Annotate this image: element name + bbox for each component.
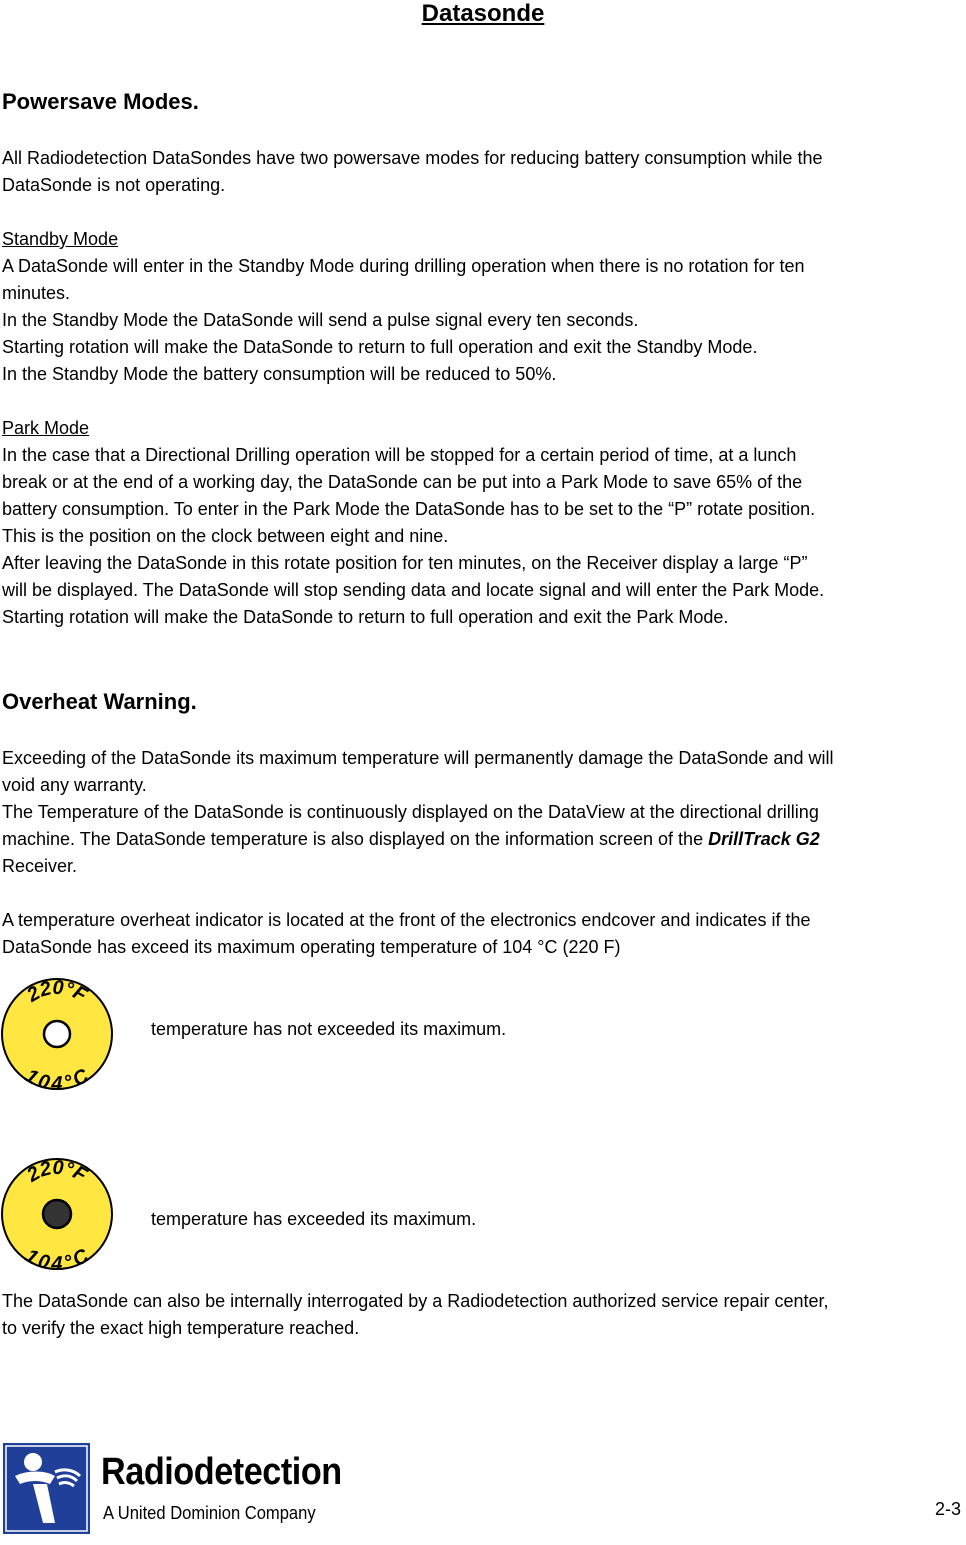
paragraph-line: void any warranty. xyxy=(2,775,147,795)
company-tagline: A United Dominion Company xyxy=(103,1503,316,1523)
badge-bottom-text: 104°C xyxy=(21,1244,93,1271)
temperature-indicator-exceeded-icon xyxy=(0,1157,114,1271)
paragraph-line: This is the position on the clock between eight and nine. xyxy=(2,526,449,546)
paragraph-line: will be displayed. The DataSonde will stop sending data and locate signal and will enter the Park Mode. xyxy=(2,580,825,600)
paragraph-line: A temperature overheat indicator is located at the front of the electronics endcover and indicates if the xyxy=(2,910,811,930)
paragraph-line xyxy=(2,826,964,853)
subheading-standby-mode: Standby Mode xyxy=(2,229,119,249)
section-heading-overheat: Overheat Warning. xyxy=(2,689,197,714)
paragraph-line: Starting rotation will make the DataSonde to return to full operation and exit the Park Mode. xyxy=(2,607,729,627)
radiodetection-logo-icon xyxy=(3,1443,90,1534)
paragraph-line: Exceeding of the DataSonde its maximum temperature will permanently damage the DataSonde and will xyxy=(2,748,834,768)
paragraph-line: break or at the end of a working day, the DataSonde can be put into a Park Mode to save 65% of the xyxy=(2,472,803,492)
paragraph-line: The Temperature of the DataSonde is continuously displayed on the DataView at the directional drilling xyxy=(2,802,819,822)
section-heading-powersave: Powersave Modes. xyxy=(2,89,199,114)
product-name: DrillTrack G2 xyxy=(708,829,820,849)
paragraph-line: After leaving the DataSonde in this rotate position for ten minutes, on the Receiver display a large “P” xyxy=(2,553,808,573)
paragraph-line: The DataSonde can also be internally interrogated by a Radiodetection authorized service repair center, xyxy=(2,1291,829,1311)
subheading-park-mode: Park Mode xyxy=(2,418,90,438)
indicator-center xyxy=(43,1200,71,1228)
paragraph-line: minutes. xyxy=(2,283,71,303)
paragraph-line: In the Standby Mode the DataSonde will send a pulse signal every ten seconds. xyxy=(2,310,639,330)
paragraph-line: In the case that a Directional Drilling operation will be stopped for a certain period of time, at a lunch xyxy=(2,445,797,465)
paragraph-line: Starting rotation will make the DataSonde to return to full operation and exit the Standby Mode. xyxy=(2,337,758,357)
paragraph-line: to verify the exact high temperature reached. xyxy=(2,1318,360,1338)
temperature-indicator-ok-icon xyxy=(0,977,114,1091)
paragraph-line: DataSonde is not operating. xyxy=(2,175,226,195)
indicator-center xyxy=(44,1021,70,1047)
badge-top-text: 220°F xyxy=(23,977,91,1007)
paragraph-line: All Radiodetection DataSondes have two powersave modes for reducing battery consumption while the xyxy=(2,148,823,168)
indicator-exceeded-label: temperature has exceeded its maximum. xyxy=(151,1209,477,1229)
paragraph-line: DataSonde has exceed its maximum operating temperature of 104 °C (220 F) xyxy=(2,937,621,957)
page-title: Datasonde xyxy=(421,0,545,27)
paragraph-text: machine. The DataSonde temperature is also displayed on the information screen of the xyxy=(2,829,709,849)
paragraph-line: Receiver. xyxy=(2,856,78,876)
paragraph-line: In the Standby Mode the battery consumption will be reduced to 50%. xyxy=(2,364,557,384)
company-name: Radiodetection xyxy=(101,1451,342,1493)
indicator-ok-label: temperature has not exceeded its maximum. xyxy=(151,1019,507,1039)
badge-bottom-text: 104°C xyxy=(21,1064,93,1091)
page-number: 2-3 xyxy=(935,1499,962,1519)
badge-top-text: 220°F xyxy=(23,1157,91,1187)
paragraph-line: A DataSonde will enter in the Standby Mode during drilling operation when there is no rotation for ten xyxy=(2,256,805,276)
paragraph-line: battery consumption. To enter in the Park Mode the DataSonde has to be set to the “P” rotate position. xyxy=(2,499,816,519)
